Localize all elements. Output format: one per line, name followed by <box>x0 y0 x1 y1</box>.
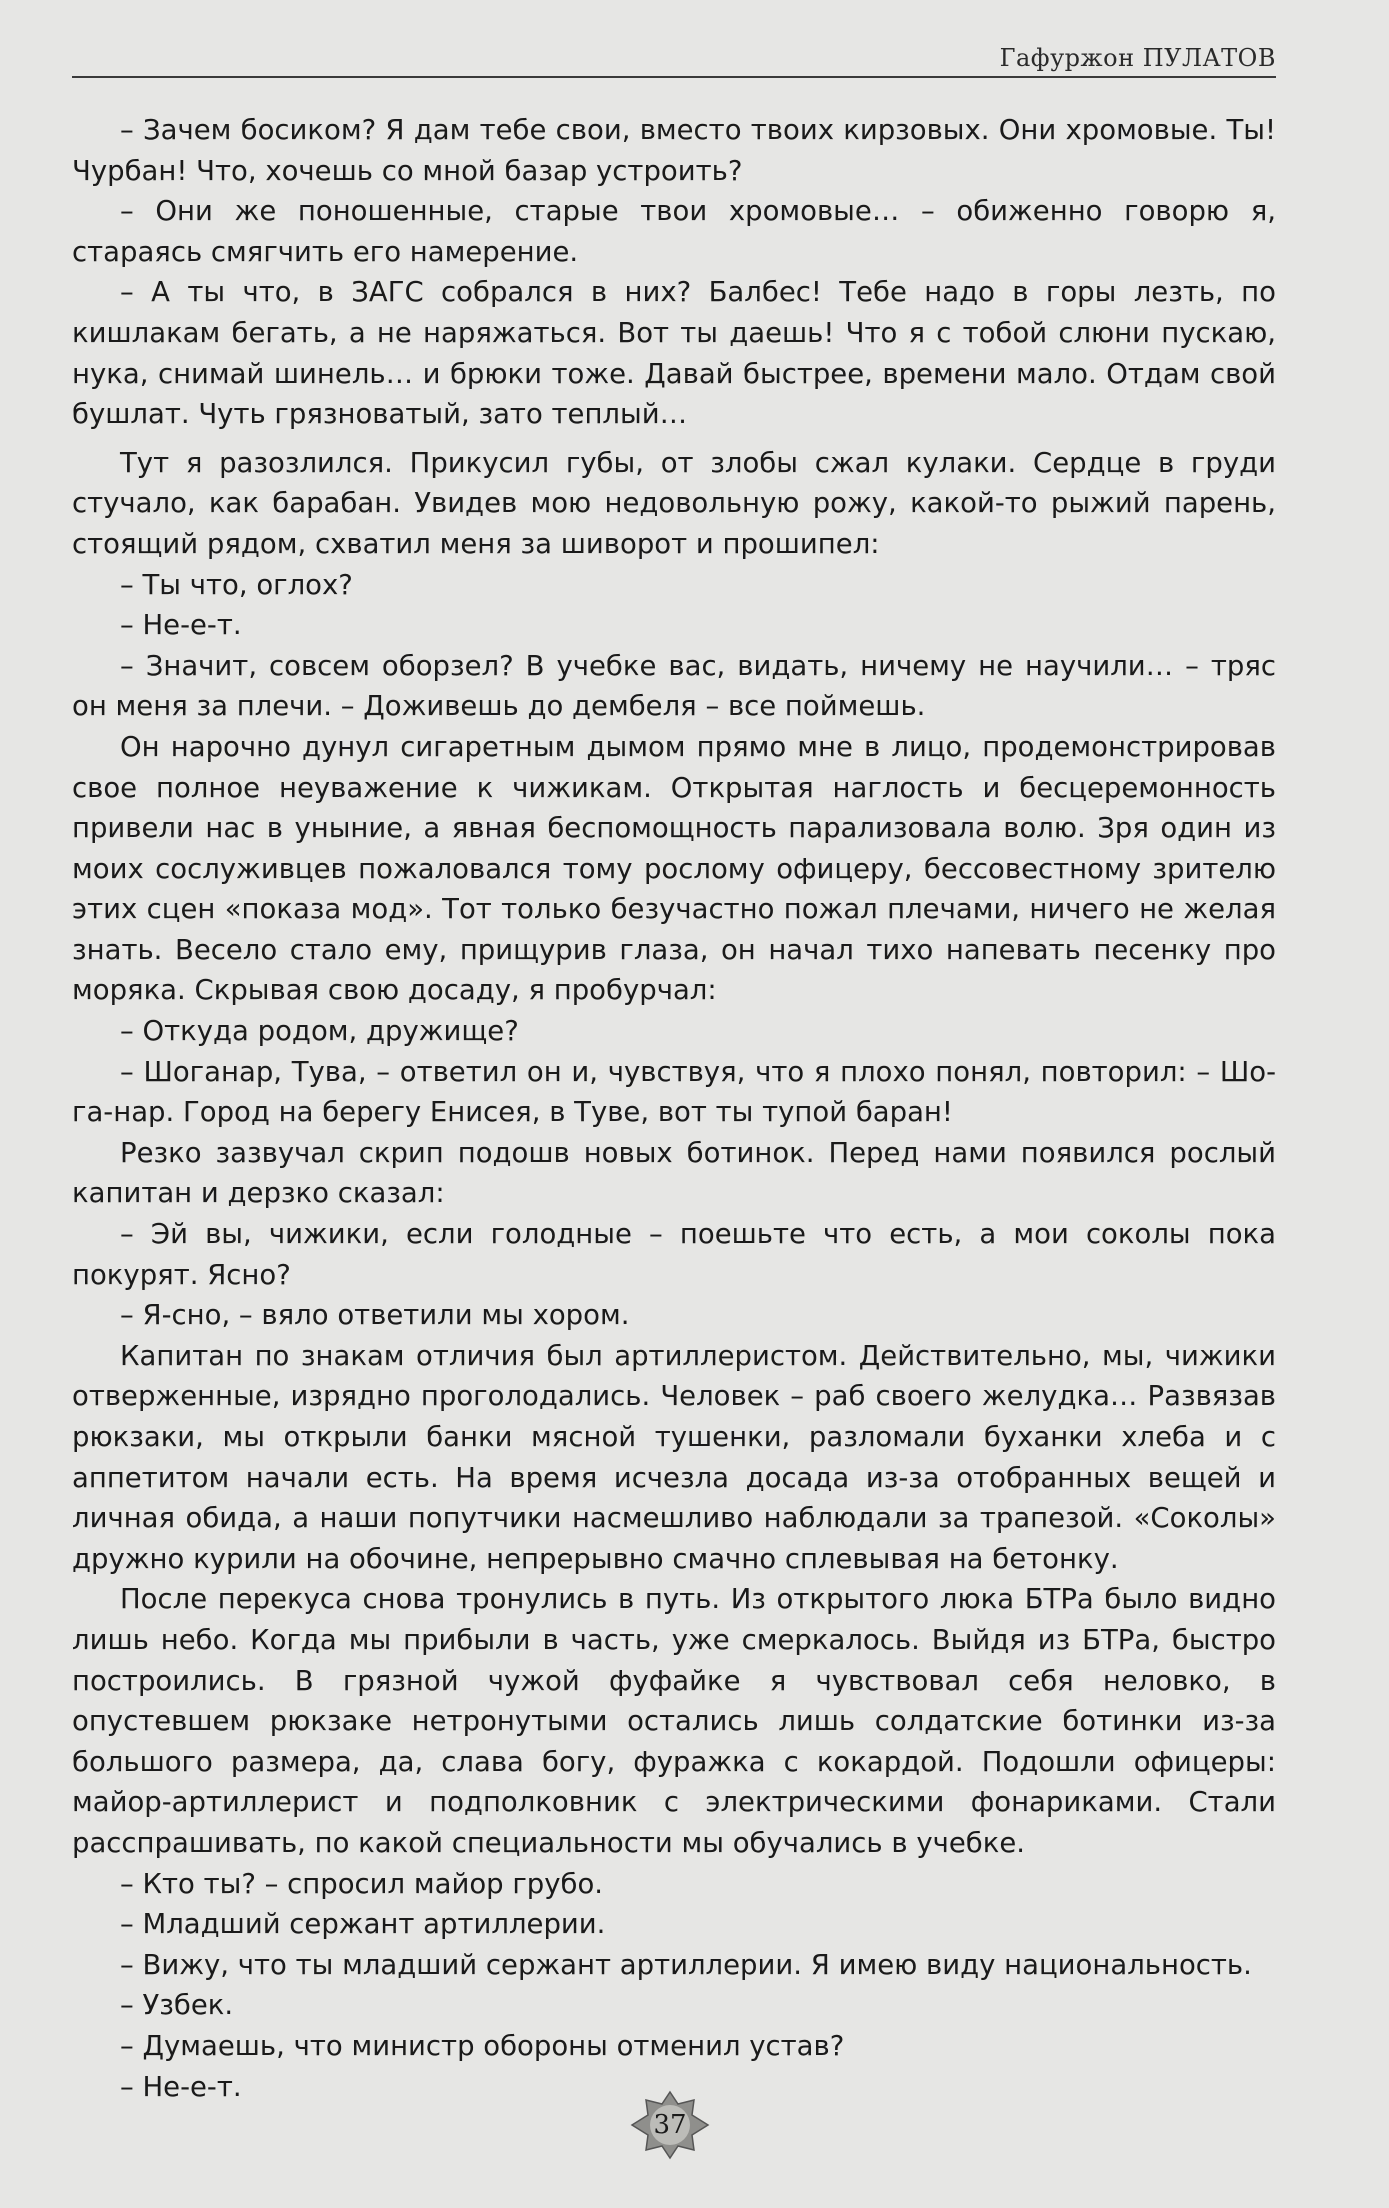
page-number: 37 <box>653 2110 687 2140</box>
paragraph: – Ты что, оглох? <box>120 568 353 601</box>
paragraph: – Не-е-т. <box>120 2070 242 2103</box>
paragraph: – Я-сно, – вяло ответили мы хором. <box>120 1299 630 1332</box>
paragraph: Он нарочно дунул сигаретным дымом прямо мне в лицо, продемонстрировав свое полное неуважение к чижикам. Открытая наглость и бесцеремонность привели нас в уныние, а явная беспомощность парализовала волю. Зря один из моих сослуживцев пожаловался тому рослому офицеру, бессовестному зрителю этих сцен «показа мод». Тот только безучастно пожал плечами, ничего не желая знать. Весело стало ему, прищурив глаза, он начал тихо напевать песенку про моряка. Скрывая свою досаду, я пробурчал: <box>72 730 1276 1007</box>
page-footer <box>0 2090 1389 2160</box>
running-header <box>72 40 1276 78</box>
paragraph: Тут я разозлился. Прикусил губы, от злобы сжал кулаки. Сердце в груди стучало, как барабан. Увидев мою недовольную рожу, какой-то рыжий парень, стоящий рядом, схватил меня за шиворот и прошипел: <box>72 446 1276 560</box>
paragraph: Резко зазвучал скрип подошв новых ботинок. Перед нами появился рослый капитан и дерзко сказал: <box>72 1136 1276 1210</box>
paragraph: После перекуса снова тронулись в путь. Из открытого люка БТРа было видно лишь небо. Когда мы прибыли в часть, уже смеркалось. Выйдя из БТРа, быстро построились. В грязной чужой фуфайке я чувствовал себя неловко, в опустевшем рюкзаке нетронутыми остались лишь солдатские ботинки из-за большого размера, да, слава богу, фуражка с кокардой. Подошли офицеры: майор-артиллерист и подполковник с электрическими фонариками. Стали расспрашивать, по какой специальности мы обучались в учебке. <box>72 1583 1276 1859</box>
paragraph: – Вижу, что ты младший сержант артиллерии. Я имею виду национальность. <box>120 1948 1252 1981</box>
paragraph: – Значит, совсем оборзел? В учебке вас, видать, ничему не научили… – тряс он меня за плечи. – Доживешь до дембеля – все поймешь. <box>72 649 1276 723</box>
paragraph: – А ты что, в ЗАГС собрался в них? Балбес! Тебе надо в горы лезть, по кишлакам бегать, а не наряжаться. Вот ты даешь! Что я с тобой слюни пускаю, нука, снимай шинель… и брюки тоже. Давай быстрее, времени мало. Отдам свой бушлат. Чуть грязноватый, зато теплый… <box>72 276 1276 431</box>
paragraph: – Зачем босиком? Я дам тебе свои, вместо твоих кирзовых. Они хромовые. Ты! Чурбан! Что, хочешь со мной базар устроить? <box>72 114 1276 187</box>
page-body <box>72 110 1276 2107</box>
paragraph: – Они же поношенные, старые твои хромовые… – обиженно говорю я, стараясь смягчить его намерение. <box>72 195 1276 268</box>
page-number-badge <box>628 2090 712 2160</box>
paragraph: – Узбек. <box>120 1989 234 2022</box>
paragraph: – Откуда родом, дружище? <box>120 1015 519 1048</box>
paragraph: – Не-е-т. <box>120 609 242 642</box>
paragraph: – Эй вы, чижики, если голодные – поешьте что есть, а мои соколы пока покурят. Ясно? <box>72 1218 1276 1291</box>
paragraph: – Младший сержант артиллерии. <box>120 1908 606 1941</box>
paragraph: – Шоганар, Тува, – ответил он и, чувствуя, что я плохо понял, повторил: – Шо-га-нар. Город на берегу Енисея, в Туве, вот ты тупой баран! <box>72 1055 1276 1129</box>
paragraph: Капитан по знакам отличия был артиллеристом. Действительно, мы, чижики отверженные, изрядно проголодались. Человек – раб своего желудка… Развязав рюкзаки, мы открыли банки мясной тушенки, разломали буханки хлеба и с аппетитом начали есть. На время исчезла досада из-за отобранных вещей и личная обида, а наши попутчики насмешливо наблюдали за трапезой. «Соколы» дружно курили на обочине, непрерывно смачно сплевывая на бетонку. <box>72 1339 1276 1575</box>
paragraph: – Думаешь, что министр обороны отменил устав? <box>120 2029 845 2062</box>
header-author: Гафуржон ПУЛАТОВ <box>999 44 1276 72</box>
paragraph: – Кто ты? – спросил майор грубо. <box>120 1867 604 1900</box>
